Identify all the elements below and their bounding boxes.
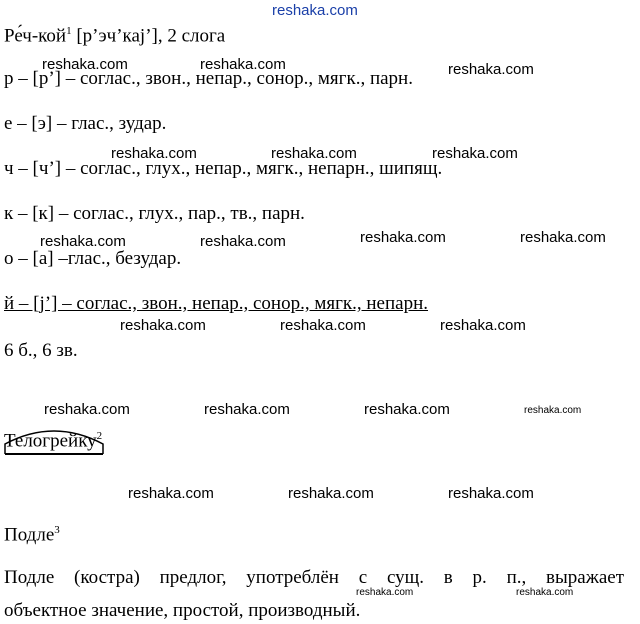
word1-footnote: 1 [66,25,72,37]
watermark: reshaka.com [356,587,414,598]
word3-heading [4,519,60,546]
watermark: reshaka.com [120,317,206,334]
watermark: reshaka.com [271,145,357,162]
word3-footnote: 3 [54,524,60,536]
watermark: reshaka.com [204,401,290,418]
watermark: reshaka.com [128,485,214,502]
watermark: reshaka.com [364,401,450,418]
word2-title: Телогрейку [4,430,97,452]
watermark: reshaka.com [524,405,582,416]
word1-title: Ре́ч-кой [4,25,67,47]
word3-paragraph-line2: объектное значение, простой, производный. [4,600,361,621]
letter-row: р – [р’] – соглас., звон., непар., сонор., мягк., парн. [4,68,413,89]
letter-row: ч – [ч’] – соглас., глух., непар., мягк., непарн., шипящ. [4,158,443,179]
watermark: reshaka.com [111,145,197,162]
watermark: reshaka.com [42,56,128,73]
header-watermark: reshaka.com [272,2,358,19]
summary: 6 б., 6 зв. [4,340,78,361]
watermark: reshaka.com [440,317,526,334]
stem-arc-icon [2,416,106,456]
letter-row: о – [а] –глас., безудар. [4,248,182,269]
word1-transcription: [р’эч’кај’], 2 слога [76,25,226,47]
word3-title: Подле [4,524,55,546]
watermark: reshaka.com [448,61,534,78]
watermark: reshaka.com [280,317,366,334]
watermark: reshaka.com [44,401,130,418]
letter-row: к – [к] – соглас., глух., пар., тв., парн. [4,203,305,224]
letter-row: й – [j’] – соглас., звон., непар., сонор., мягк., непарн. [4,293,429,314]
watermark: reshaka.com [40,233,126,250]
watermark: reshaka.com [200,233,286,250]
letter-row: е – [э] – глас., зудар. [4,113,167,134]
watermark: reshaka.com [520,229,606,246]
watermark: reshaka.com [448,485,534,502]
word3-paragraph-line1: Подле (костра) предлог, употреблён с сущ. в р. п., выражает [4,567,624,588]
watermark: reshaka.com [432,145,518,162]
watermark: reshaka.com [516,587,574,598]
watermark: reshaka.com [360,229,446,246]
watermark: reshaka.com [200,56,286,73]
watermark: reshaka.com [288,485,374,502]
word1-heading [4,20,225,47]
word2-footnote: 2 [96,430,103,442]
